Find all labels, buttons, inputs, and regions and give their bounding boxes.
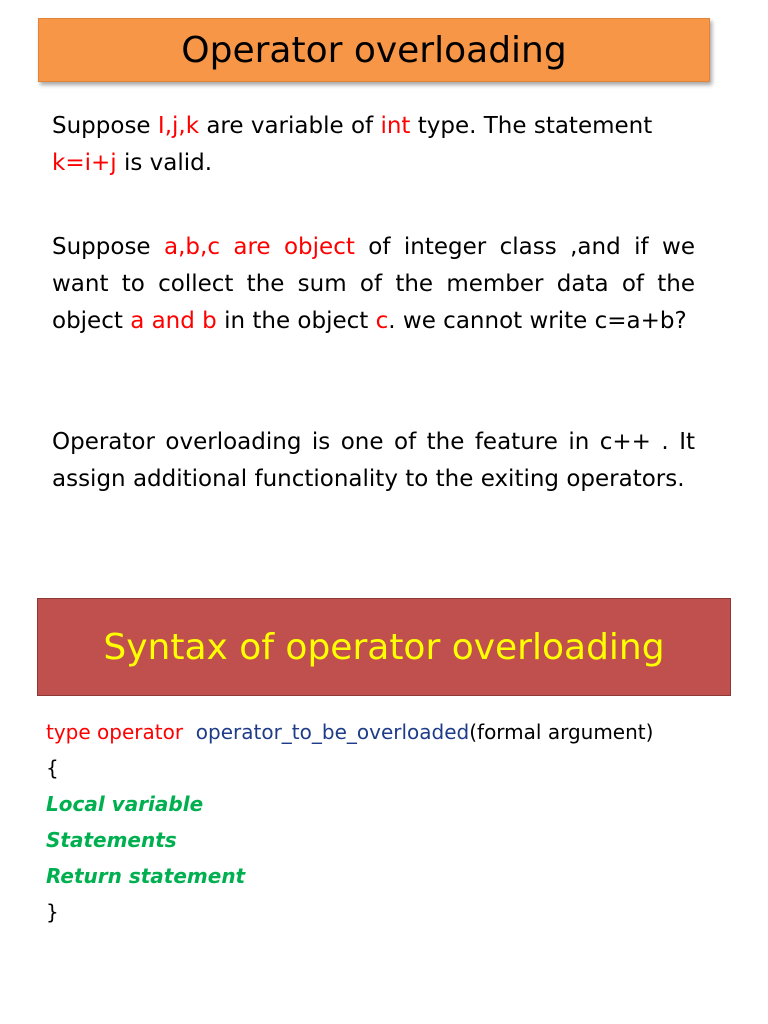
syntax-statements: Statements [46, 828, 177, 852]
paragraph-objects-text: in the object [216, 308, 376, 334]
syntax-close-brace: } [46, 900, 59, 924]
paragraph-variables-text: are variable of [199, 113, 381, 139]
syntax-formal-argument: (formal argument) [469, 720, 654, 744]
syntax-return-statement: Return statement [46, 864, 246, 888]
highlight-objects: a,b,c are object [164, 234, 355, 260]
syntax-heading-text: Syntax of operator overloading [103, 626, 665, 668]
syntax-type-operator: type operator [46, 720, 184, 744]
paragraph-objects-text: Suppose [52, 234, 164, 260]
syntax-code-block [46, 714, 746, 930]
syntax-signature-line [46, 714, 746, 750]
highlight-int: int [380, 113, 411, 139]
highlight-a-and-b: a and b [130, 308, 217, 334]
highlight-c: c [375, 308, 389, 334]
slide-title [38, 18, 710, 82]
syntax-heading [37, 598, 731, 696]
syntax-local-variable: Local variable [46, 792, 204, 816]
paragraph-variables-text: type. The statement [410, 113, 653, 139]
paragraph-variables [52, 108, 695, 182]
slide-title-text: Operator overloading [181, 29, 567, 71]
syntax-open-brace: { [46, 756, 59, 780]
paragraph-objects-text: of integer class ,and if we want to collect the sum of the member data of the object [52, 234, 695, 334]
syntax-operator-name: operator_to_be_overloaded [195, 720, 470, 744]
paragraph-objects [52, 229, 695, 340]
paragraph-variables-text: Suppose [52, 113, 158, 139]
paragraph-variables-text: is valid. [116, 150, 213, 176]
paragraph-objects-text: . we cannot write c=a+b? [388, 308, 687, 334]
highlight-variables: I,j,k [157, 113, 200, 139]
highlight-statement: k=i+j [52, 150, 117, 176]
paragraph-definition: Operator overloading is one of the feature in c++ . It assign additional functionality to the exiting operators. [52, 429, 695, 492]
